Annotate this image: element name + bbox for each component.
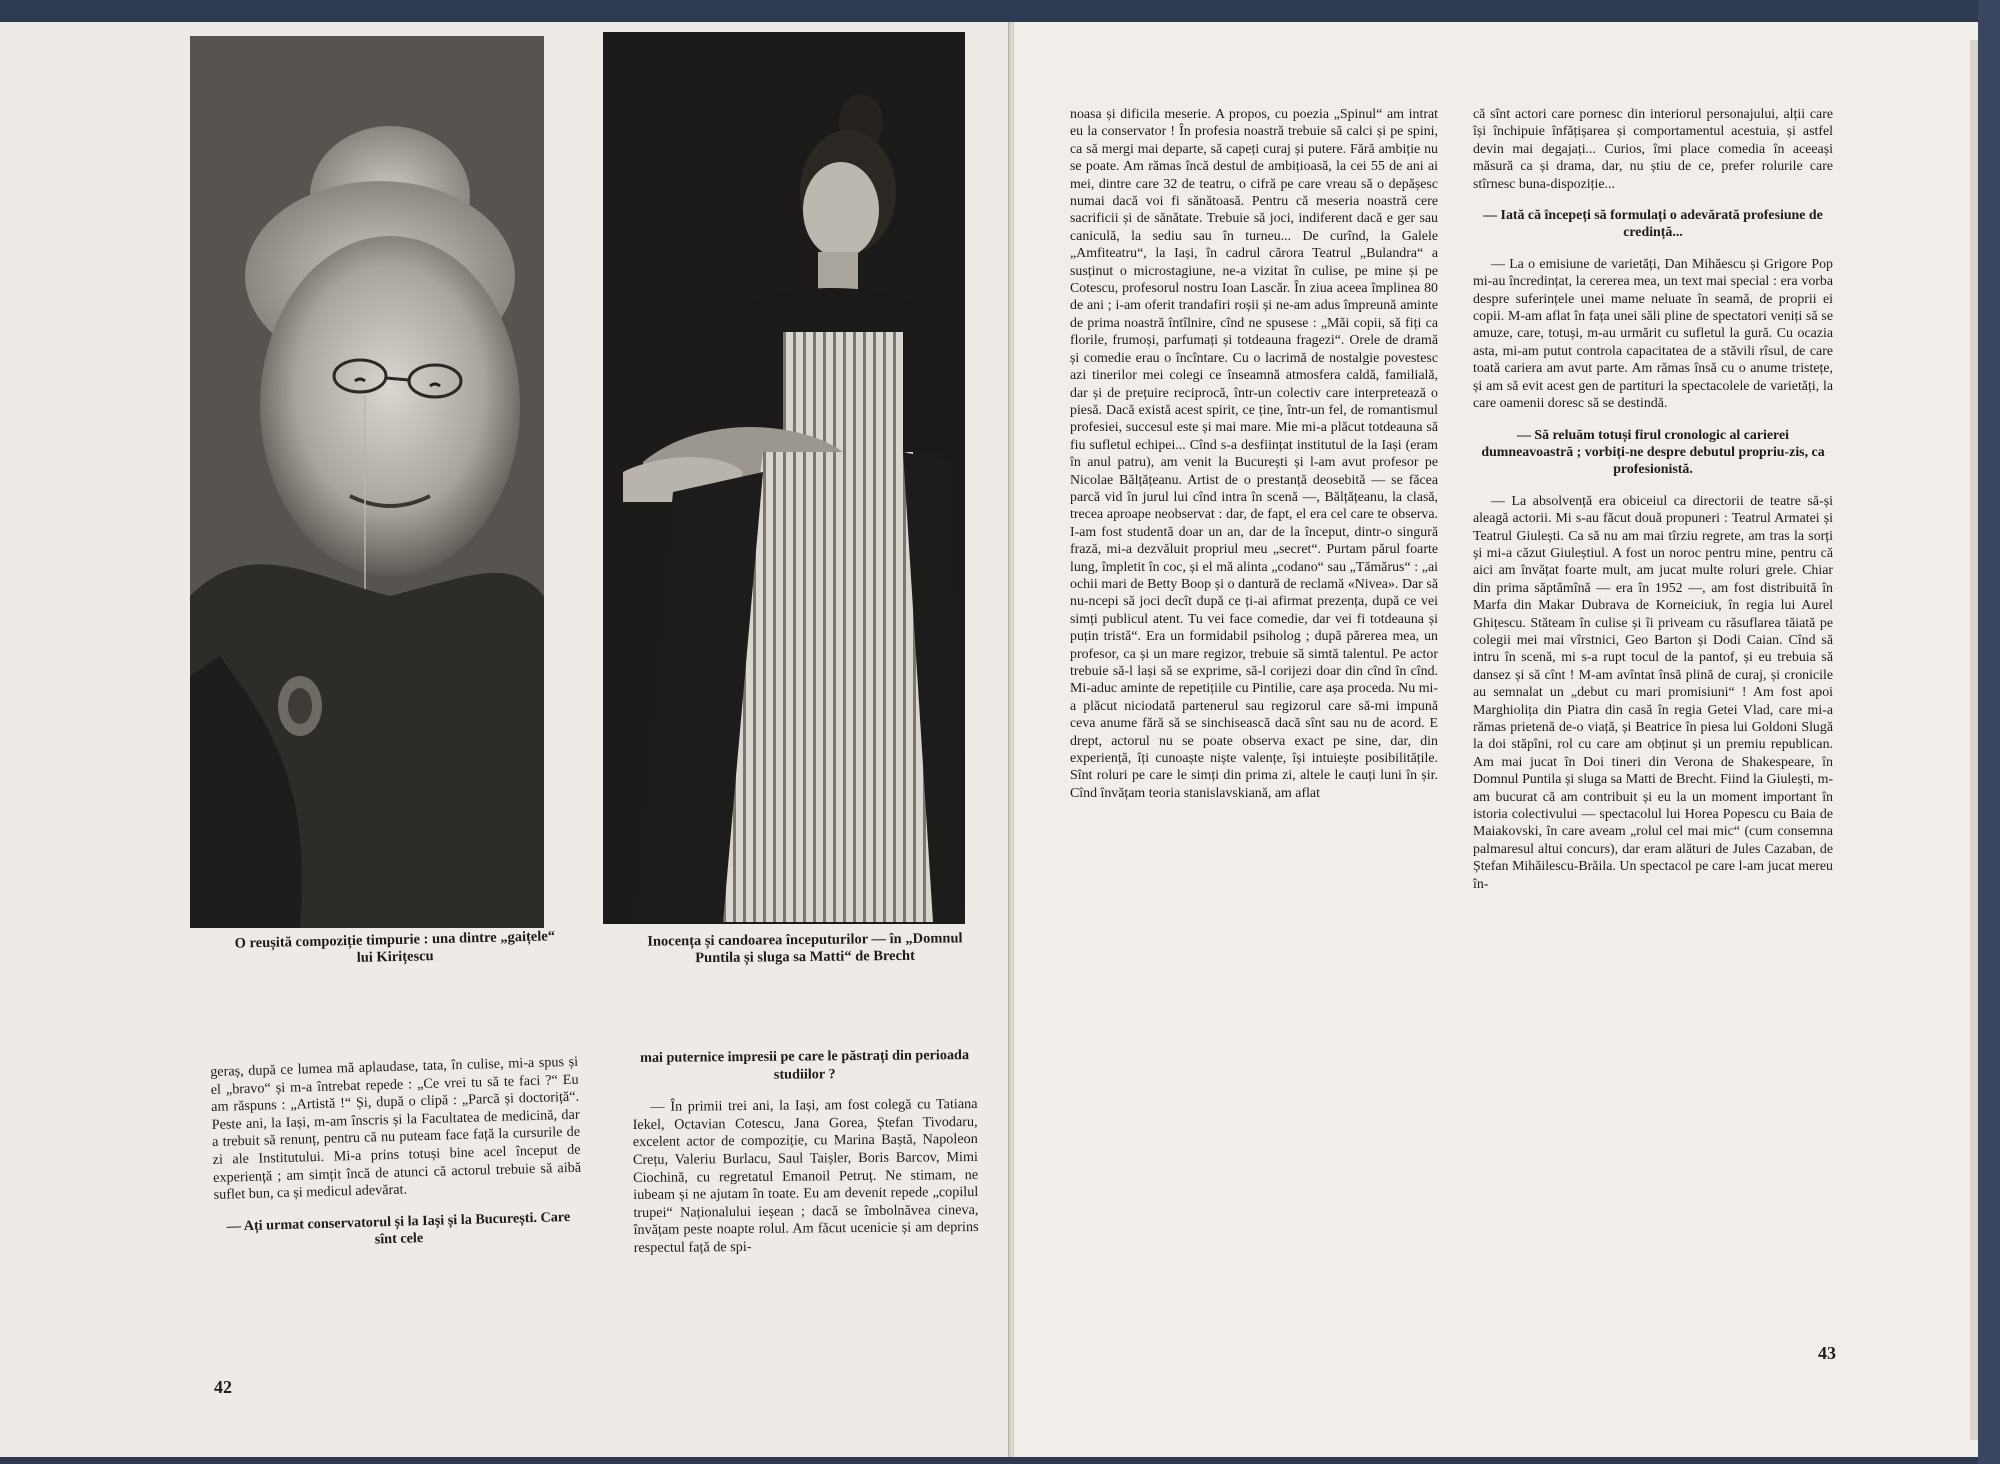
interview-question: — Să reluăm totuși firul cronologic al carierei dumneavoastră ; vorbiți-ne despre debutul propriu-zis, ca profesionistă. [1481,427,1825,478]
left-page [0,22,1012,1457]
paragraph: — La o emisiune de varietăți, Dan Mihăescu și Grigore Pop mi-au încredințat, la cererea mea, un text mai special : era vorba despre suferințele unei mame neluate în seamă, de proprii ei copii. M-am aflat în fața unei săli pline de spectatori veniți să se amuze, care, totuși, m-au urmărit cu sufletul la gură. Cu ocazia asta, mi-am putut controla capacitatea de a stăvili rîsul, de care toată cariera am avut parte. Am rămas însă cu o anume tristețe, și am să evit acest gen de partituri la spectacolele de varietăți, la care oamenii doresc să se destindă. [1473,256,1833,412]
interview-question: — Iată că începeți să formulați o adevărată profesiune de credință... [1483,208,1823,241]
left-page-column-2 [632,1047,979,1258]
book-cover-edge [1978,0,2000,1464]
page-number-right: 43 [1818,1343,1836,1363]
left-page-column-1 [210,1054,584,1268]
right-page [1014,22,1979,1457]
portrait-photo-drawing [190,36,544,928]
paragraph: noasa și dificila meserie. A propos, cu poezia „Spinul“ am intrat eu la conservator ! În profesia noastră trebuie să calci și pe spini, ca să mergi mai departe, să capeți curaj și putere. Fără ambiție nu se poate. Am rămas încă destul de ambițioasă, la cei 55 de ani ai mei, dintre care 32 de teatru, o cifră pe care vreau să o depășesc numai dacă voi fi sănătoasă. Pentru că meseria noastră cere sacrificii și de sănătate. Trebuie să joci, indiferent dacă e ger sau caniculă, la sediu sau în turneu... De curînd, la Galele „Amfiteatru“, la Iași, în cadrul cărora Teatrul „Bulandra“ a susținut o microstagiune, ne-a vizitat în culise, pe mine și pe Cotescu, profesorul nostru Ioan Lascăr. În ziua aceea împlinea 80 de ani ; i-am oferit trandafiri roșii și ne-am adus împreună aminte de prima noastră întîlnire, cînd ne spusese : „Măi copii, să fiți ca florile, frumoși, parfumați și totdeauna fragezi“. Orele de dramă și comedie erau o încîntare. Cu o lacrimă de nostalgie povestesc azi tinerilor mei colegi ce înseamnă atmosfera caldă, familială, dar și de prețuire reciprocă, într-un colectiv care interpretează o piesă. Dacă există acest spirit, ce ține, într-un fel, de romantismul profesiei, succesul este și mai mare. Mie mi-a plăcut totdeauna să fiu sufletul echipei... Cînd s-a desființat institutul de la Iași (eram în anul patru), am venit la București și l-am avut profesor pe Nicolae Bălțățeanu. Artist de o prestanță deosebită — se făcea parcă vid în jurul lui cînd intra în scenă —, Bălțățeanu, la clasă, trecea aproape neobservat : dar, de fapt, el era cel care te observa. I-am fost studentă doar un an, dar de la început, dintr-o singură frază, mi-a dezvăluit propriul meu „secret“. Purtam părul foarte lung, împletit în coc, și el mă alinta „codano“ sau „Tămărus“ : „ai ochii mari de Betty Boop și o dantură de reclamă «Nivea». Dar să nu-ncepi să joci decît după ce ți-ai afirmat prezența, după ce vei simți publicul atent. Tu vei face comedie, dar vei fi totdeauna și puțin tristă“. Era un formidabil psiholog ; după părerea mea, un profesor, ca și un mare regizor, trebuie să simtă talentul. Pe actor trebuie să-l lași să se exprime, să-l corijezi doar din cînd în cînd. Mi-aduc aminte de repetițiile cu Pintilie, care așa proceda. Nu mi-a plăcut niciodată partenerul sau regizorul care să-mi impună ceva anume fără să se sinchisească dacă sînt sau nu de acord. E drept, actorul nu se poate observa exact pe sine, dar, din experiență, îți cunoaște niște valențe, își intuiește posibilitățile. Sînt roluri pe care le simți din prima zi, altele le cauți luni în șir. Cînd învățam teoria stanislavskiană, am aflat [1070,107,1438,801]
caption-left-photo: O reușită compoziție timpurie : una dintre „gaițele“ lui Kirițescu [234,928,556,966]
paragraph: — În primii trei ani, la Iași, am fost colegă cu Tatiana Iekel, Octavian Cotescu, Jana Gorea, Ștefan Tivodaru, excelent actor de compoziție, cu Marina Baștă, Napoleon Crețu, Valeriu Burlacu, Saul Taișler, Boris Barcov, Mimi Ciochină, cu regretatul Emanoil Petruț. Ne stimam, ne iubeam și ne ajutam în toate. Eu am devenit repede „copilul trupei“ Naționalului ieșean ; dacă se îmbolnăvea cineva, învățam peste noapte rolul. Am făcut ucenicie și am deprins respectul față de spi- [632,1096,979,1256]
page-edge [1970,40,1978,1440]
photo-young-woman-apron [603,32,965,924]
interview-question-continued: mai puternice impresii pe care le păstrați din perioada studiilor ? [640,1047,970,1083]
photo-old-woman-portrait [190,36,544,928]
paragraph: — La absolvență era obiceiul ca directorii de teatre să-și aleagă actorii. Mi s-au făcut două propuneri : Teatrul Armatei și Teatrul Giulești. Ca să nu am mai tîrziu regrete, am tras la sorți și mi-a căzut Giuleștiul. A fost un noroc pentru mine, pentru că aici am învățat foarte mult, am jucat multe roluri grele. Chiar din prima săptămînă — era în 1952 —, am fost distribuită în Marfa din Makar Dubrava de Korneiciuk, în regia lui Aurel Ghițescu. Stăteam în culise și îi priveam cu răsuflarea tăiată pe colegii mei mai vîrstnici, Geo Barton și Dodi Caian. Cînd să intru în scenă, mi s-a rupt tocul de la pantof, și eu trebuia să dansez și să cînt ! M-am avîntat însă plină de curaj, și cronicile au semnalat un „debut cu mari promisiuni“ ! Am fost apoi Marghiolița din Piatra din casă în regia Getei Vlad, care mi-a rămas prietenă de-o viață, și Beatrice în piesa lui Goldoni Slugă la doi stăpîni, rol cu care am obținut și un premiu republican. Am mai jucat în Doi tineri din Verona de Shakespeare, în Domnul Puntila și sluga sa Matti de Brecht. Fiind la Giulești, m-am bucurat că am contribuit și eu la un moment important în istoria colectivului — spectacolul lui Horea Popescu cu Baia de Maiakovski, în care aveam „rolul cel mai mic“ (cum consemna palmaresul altui concurs), dar eram alături de Jules Cazaban, de Ștefan Mihăilescu-Brăila. Un spectacol pe care l-am jucat mereu în- [1473,493,1833,892]
right-page-column-2 [1473,106,1833,893]
page-number-left: 42 [214,1377,232,1397]
interview-question: — Ați urmat conservatorul și la Iași și la București. Care sînt cele [226,1208,571,1248]
paragraph: geraș, după ce lumea mă aplaudase, tata, în culise, mi-a spus și el „bravo“ și m-a întrebat repede : „Ce vrei tu să te faci ?“ Eu am răspuns : „Artistă !“ Și, după o clipă : „Parcă și doctoriță“. Peste ani, la Iași, m-am înscris și la Facultatea de medicină, dar a trebuit să renunț, pentru că nu puteam face față la cursurile de zi ale Institutului. Mi-a prins totuși bine acel început de experiență ; am simțit încă de atunci că actorul trebuie să aibă suflet bun, ca și medicul adevărat. [210,1053,582,1204]
right-page-column-1 [1070,106,1438,802]
actress-photo-drawing [603,32,965,924]
paragraph: că sînt actori care pornesc din interiorul personajului, alții care își închipuie înfățișarea și comportamentul acestuia, și astfel devin mai degajați... Curios, îmi place comedia în aceeași măsură ca și drama, dar, nu știu de ce, prefer rolurile care stîrnesc buna-dispoziție... [1473,107,1833,192]
caption-right-photo: Inocența și candoarea începuturilor — în „Domnul Puntila și sluga sa Matti“ de Brecht [647,930,963,967]
